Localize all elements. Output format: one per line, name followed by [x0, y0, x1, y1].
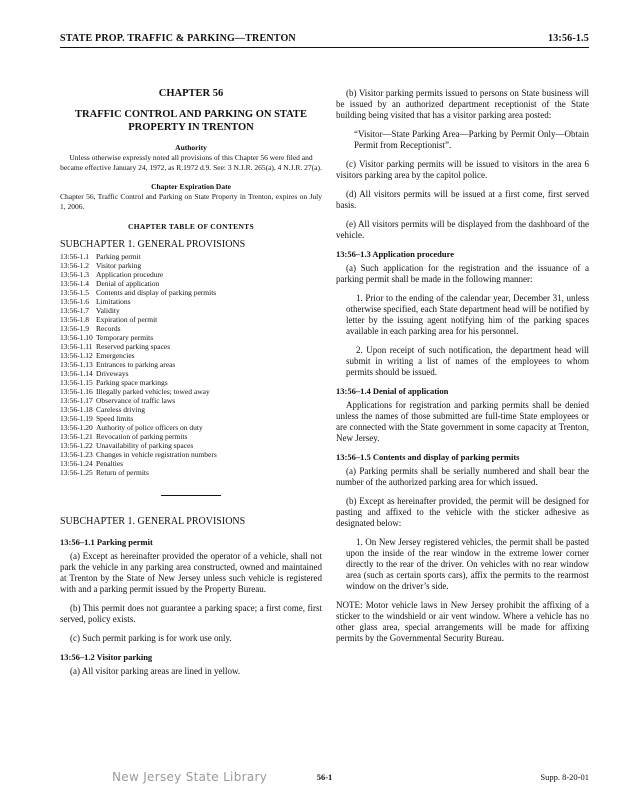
header-section: 13:56-1.5: [548, 33, 589, 44]
section-heading-1-4: 13:56–1.4 Denial of application: [336, 386, 449, 396]
body-subchapter: SUBCHAPTER 1. GENERAL PROVISIONS: [60, 516, 246, 527]
toc-entry-title: Penalties: [96, 459, 124, 468]
header-title: STATE PROP. TRAFFIC & PARKING—TRENTON: [60, 33, 296, 44]
toc-entry: [60, 441, 322, 450]
toc-entry-title: Visitor parking: [96, 261, 142, 270]
expiration-text: Chapter 56, Traffic Control and Parking on State Property in Trenton, expires on July 1, 2006.: [60, 192, 322, 211]
toc-entry-number: 13:56-1.15: [60, 378, 93, 387]
toc-entry-title: Denial of application: [96, 279, 160, 288]
toc-entry-number: 13:56-1.21: [60, 432, 93, 441]
toc-entry-number: 13:56-1.24: [60, 459, 93, 468]
toc-entry-number: 13:56-1.17: [60, 396, 93, 405]
toc-entry-number: 13:56-1.25: [60, 468, 93, 477]
list-item: 1. Prior to the ending of the calendar year, December 31, unless otherwise specified, each State department head will be notified by letter by the issuing agent notifying him of the parking spaces available in each parking area for his personnel.: [346, 293, 589, 336]
toc-entry-number: 13:56-1.19: [60, 414, 93, 423]
toc-subchapter: SUBCHAPTER 1. GENERAL PROVISIONS: [60, 239, 246, 250]
toc-entry: [60, 279, 322, 288]
toc-entry-number: 13:56-1.16: [60, 387, 93, 396]
toc-entry-title: Revocation of parking permits: [96, 432, 188, 441]
paragraph: (d) All visitors permits will be issued at a first come, first served basis.: [336, 189, 589, 210]
toc-entry-number: 13:56-1.7: [60, 306, 89, 315]
toc-entry: [60, 387, 322, 396]
toc-entry: [60, 468, 322, 477]
toc-entry-number: 13:56-1.11: [60, 342, 93, 351]
toc-entry: [60, 297, 322, 306]
paragraph: Applications for registration and parking permits shall be denied unless the names of those submitted are full-time State employees or are connected with the State government in some capacity at Trenton, New Jersey.: [336, 400, 589, 443]
toc-entry: [60, 288, 322, 297]
toc-list: [60, 252, 322, 477]
toc-entry-title: Parking permit: [96, 252, 141, 261]
library-watermark: New Jersey State Library: [112, 770, 268, 784]
paragraph: (e) All visitors permits will be displayed from the dashboard of the vehicle.: [336, 219, 589, 240]
paragraph: (a) All visitor parking areas are lined in yellow.: [70, 666, 241, 676]
toc-entry-number: 13:56-1.2: [60, 261, 89, 270]
section-heading-1-1: 13:56–1.1 Parking permit: [60, 537, 153, 547]
toc-entry-number: 13:56-1.12: [60, 351, 93, 360]
toc-entry: [60, 450, 322, 459]
toc-entry-title: Parking space markings: [96, 378, 168, 387]
toc-entry-number: 13:56-1.3: [60, 270, 89, 279]
toc-entry: [60, 405, 322, 414]
toc-heading: CHAPTER TABLE OF CONTENTS: [128, 222, 254, 231]
toc-entry: [60, 333, 322, 342]
supplement-date: Supp. 8-20-01: [540, 772, 589, 782]
paragraph: (b) Visitor parking permits issued to persons on State business will be issued by an authorized department receptionist of the State building being visited that has a visitor parking area posted:: [336, 88, 589, 120]
toc-entry: [60, 414, 322, 423]
paragraph: (c) Such permit parking is for work use only.: [70, 633, 232, 643]
toc-entry-number: 13:56-1.9: [60, 324, 89, 333]
toc-entry-number: 13:56-1.18: [60, 405, 93, 414]
toc-entry-title: Emergencies: [96, 351, 135, 360]
toc-entry-title: Validity: [96, 306, 120, 315]
toc-entry-title: Entrances to parking areas: [96, 360, 176, 369]
toc-entry-title: Authority of police officers on duty: [96, 423, 203, 432]
section-heading-1-5: 13:56–1.5 Contents and display of parking permits: [336, 452, 520, 462]
expiration-heading: Chapter Expiration Date: [151, 182, 231, 191]
toc-entry-title: Contents and display of parking permits: [96, 288, 217, 297]
section-heading-1-2: 13:56–1.2 Visitor parking: [60, 652, 153, 662]
toc-entry-title: Reserved parking spaces: [96, 342, 171, 351]
toc-entry: [60, 360, 322, 369]
toc-entry: [60, 351, 322, 360]
page-footer: [60, 772, 589, 786]
section-heading-1-3: 13:56–1.3 Application procedure: [336, 249, 454, 259]
toc-entry: [60, 315, 322, 324]
authority-text: Unless otherwise expressly noted all provisions of this Chapter 56 were filed and became effective January 24, 1972, as R.1972 d.9. See: 3 N.J.R. 265(a), 4 N.J.R. 27(a).: [60, 153, 322, 172]
toc-entry-title: Speed limits: [96, 414, 134, 423]
toc-entry-number: 13:56-1.5: [60, 288, 89, 297]
toc-entry-title: Illegally parked vehicles; towed away: [96, 387, 210, 396]
toc-entry-title: Changes in vehicle registration numbers: [96, 450, 217, 459]
chapter-label: CHAPTER 56: [158, 88, 224, 99]
authority-heading: Authority: [175, 143, 207, 152]
right-column: [336, 88, 589, 652]
toc-entry-number: 13:56-1.10: [60, 333, 93, 342]
toc-entry-number: 13:56-1.23: [60, 450, 93, 459]
toc-entry: [60, 324, 322, 333]
toc-entry: [60, 459, 322, 468]
toc-entry: [60, 432, 322, 441]
toc-entry: [60, 378, 322, 387]
paragraph: (c) Visitor parking permits will be issued to visitors in the area 6 visitors parking area by the capitol police.: [336, 159, 589, 180]
toc-entry-number: 13:56-1.14: [60, 369, 93, 378]
toc-entry: [60, 252, 322, 261]
toc-entry: [60, 270, 322, 279]
list-item: 2. Upon receipt of such notification, the department head will submit in writing a list of names of the employees to whom permits should be issued.: [346, 345, 589, 377]
left-column: [60, 88, 322, 685]
paragraph: (a) Such application for the registration and the issuance of a parking permit shall be made in the following manner:: [336, 263, 589, 284]
quoted-sign-text: “Visitor—State Parking Area—Parking by Permit Only—Obtain Permit from Receptionist”.: [354, 129, 589, 150]
toc-entry-title: Temporary permits: [96, 333, 154, 342]
toc-entry-number: 13:56-1.20: [60, 423, 93, 432]
toc-entry: [60, 396, 322, 405]
toc-entry-title: Careless driving: [96, 405, 145, 414]
running-header: [60, 24, 589, 48]
toc-entry-number: 13:56-1.22: [60, 441, 93, 450]
toc-entry-title: Expiration of permit: [96, 315, 158, 324]
paragraph: (b) Except as hereinafter provided, the permit will be designed for pasting and affixed to the vehicle with the sticker adhesive as designated below:: [336, 496, 589, 528]
toc-entry: [60, 342, 322, 351]
toc-entry-title: Driveways: [96, 369, 129, 378]
toc-entry-title: Unavailability of parking spaces: [96, 441, 194, 450]
toc-entry: [60, 369, 322, 378]
list-item: 1. On New Jersey registered vehicles, the permit shall be pasted upon the inside of the rear window in the extreme lower corner directly to the rear of the driver. On vehicles with no rear window area (such as certain sports cars), affix the permits to the rearmost window on the driver’s side.: [346, 537, 589, 591]
toc-entry-title: Limitations: [96, 297, 131, 306]
toc-entry-number: 13:56-1.1: [60, 252, 89, 261]
paragraph: (a) Except as hereinafter provided the operator of a vehicle, shall not park the vehicle in any parking area constructed, owned and maintained at Trenton by the State of New Jersey unless such vehicle is registered with and a parking permit issued by the Property Bureau.: [60, 551, 322, 594]
toc-entry: [60, 306, 322, 315]
toc-entry-title: Observance of traffic laws: [96, 396, 176, 405]
toc-entry-number: 13:56-1.4: [60, 279, 89, 288]
toc-entry-title: Application procedure: [96, 270, 164, 279]
toc-entry-number: 13:56-1.13: [60, 360, 93, 369]
toc-entry: [60, 261, 322, 270]
paragraph: (b) This permit does not guarantee a parking space; a first come, first served, policy exists.: [60, 603, 322, 624]
chapter-title: TRAFFIC CONTROL AND PARKING ON STATE PROPERTY IN TRENTON: [75, 109, 307, 133]
page-number: 56-1: [316, 772, 333, 782]
toc-entry-title: Records: [96, 324, 121, 333]
toc-entry-number: 13:56-1.6: [60, 297, 89, 306]
toc-entry-title: Return of permits: [96, 468, 149, 477]
toc-entry: [60, 423, 322, 432]
paragraph: (a) Parking permits shall be serially numbered and shall bear the number of the authorized parking area for which issued.: [336, 466, 589, 487]
toc-entry-number: 13:56-1.8: [60, 315, 89, 324]
section-divider: [161, 495, 221, 496]
note-paragraph: NOTE: Motor vehicle laws in New Jersey prohibit the affixing of a sticker to the windshield or air vent window. Where a vehicle has no other glass area, special arrangements will be made for affixing permits by the Governmental Security Bureau.: [336, 600, 589, 643]
